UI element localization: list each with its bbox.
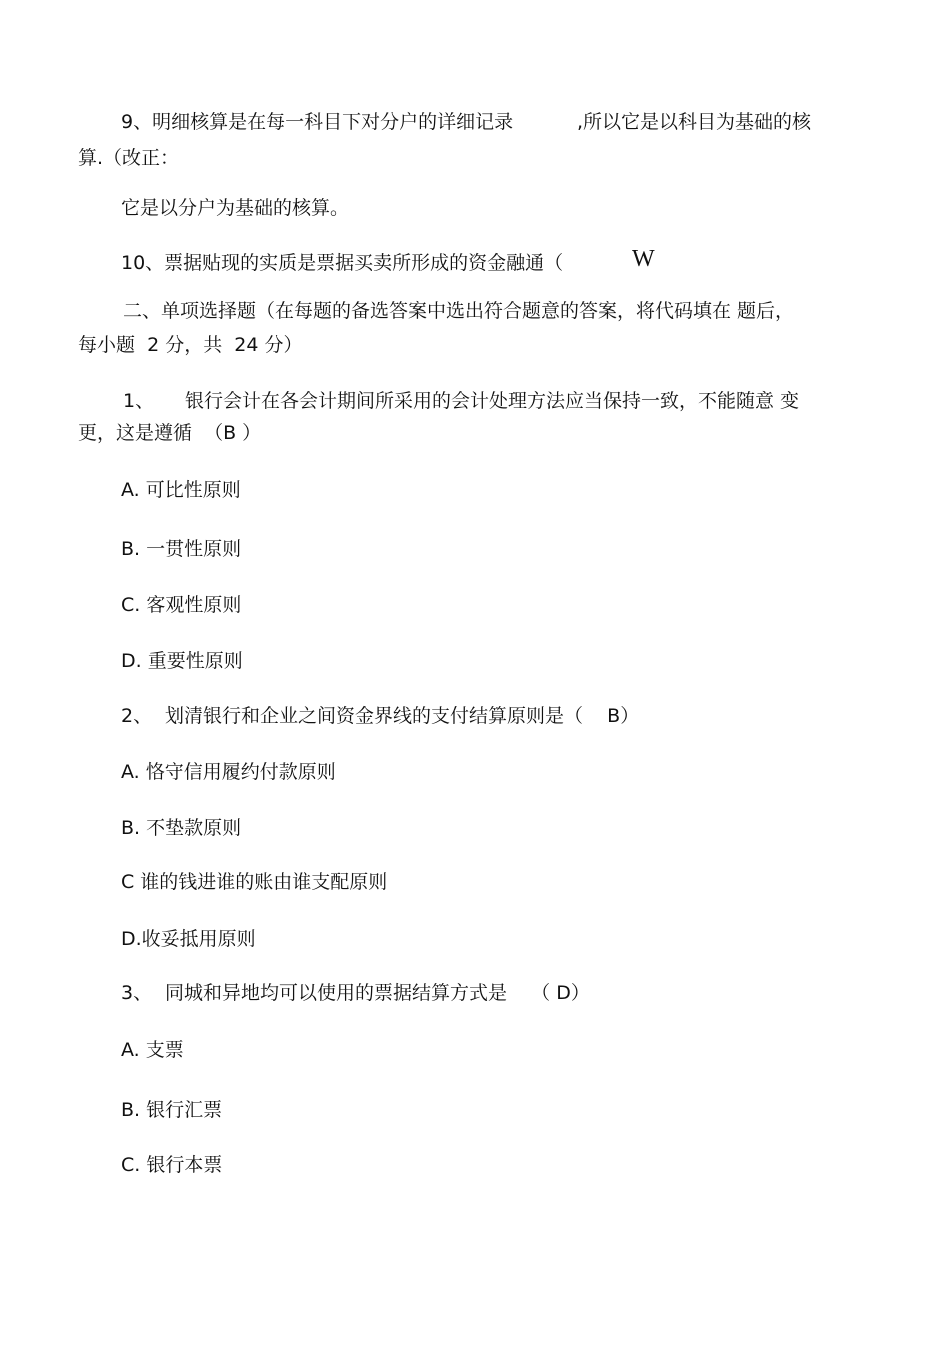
q9-line1-a: 9、明细核算是在每一科目下对分户的详细记录 — [121, 111, 514, 133]
q9-line2: 算.（改正： — [78, 147, 180, 169]
mc1-option-b: B. 一贯性原则 — [121, 538, 242, 560]
mc2-option-b: B. 不垫款原则 — [121, 817, 242, 839]
handwritten-mark: W — [632, 246, 655, 272]
q10-text: 10、票据贴现的实质是票据买卖所形成的资金融通（ — [121, 252, 564, 274]
mc2-option-c: C 谁的钱进谁的账由谁支配原则 — [121, 871, 388, 893]
mc3-option-a: A. 支票 — [121, 1039, 184, 1061]
mc1-option-d: D. 重要性原则 — [121, 650, 243, 672]
mc1-number: 1、 — [123, 390, 155, 412]
section2-line1: 二、单项选择题（在每题的备选答案中选出符合题意的答案，将代码填在 题后， — [123, 300, 795, 322]
mc1-option-a: A. 可比性原则 — [121, 479, 241, 501]
mc3-option-b: B. 银行汇票 — [121, 1099, 223, 1121]
mc2-option-d: D.收妥抵用原则 — [121, 928, 256, 950]
mc2-number: 2、 — [121, 705, 153, 727]
mc3-number: 3、 — [121, 982, 153, 1004]
mc1-line1: 银行会计在各会计期间所采用的会计处理方法应当保持一致，不能随意 变 — [185, 390, 800, 412]
mc2-option-a: A. 恪守信用履约付款原则 — [121, 761, 336, 783]
mc2-stem: 划清银行和企业之间资金界线的支付结算原则是（ B） — [165, 705, 640, 727]
section2-line2: 每小题 2 分，共 24 分） — [78, 334, 303, 356]
mc3-option-c: C. 银行本票 — [121, 1154, 223, 1176]
mc1-line2: 更，这是遵循 （B ） — [78, 422, 262, 444]
q9-line1-b: ,所以它是以科目为基础的核 — [577, 111, 812, 133]
mc1-option-c: C. 客观性原则 — [121, 594, 242, 616]
q9-correction: 它是以分户为基础的核算。 — [121, 197, 350, 219]
mc3-stem: 同城和异地均可以使用的票据结算方式是 （ D） — [165, 982, 590, 1004]
